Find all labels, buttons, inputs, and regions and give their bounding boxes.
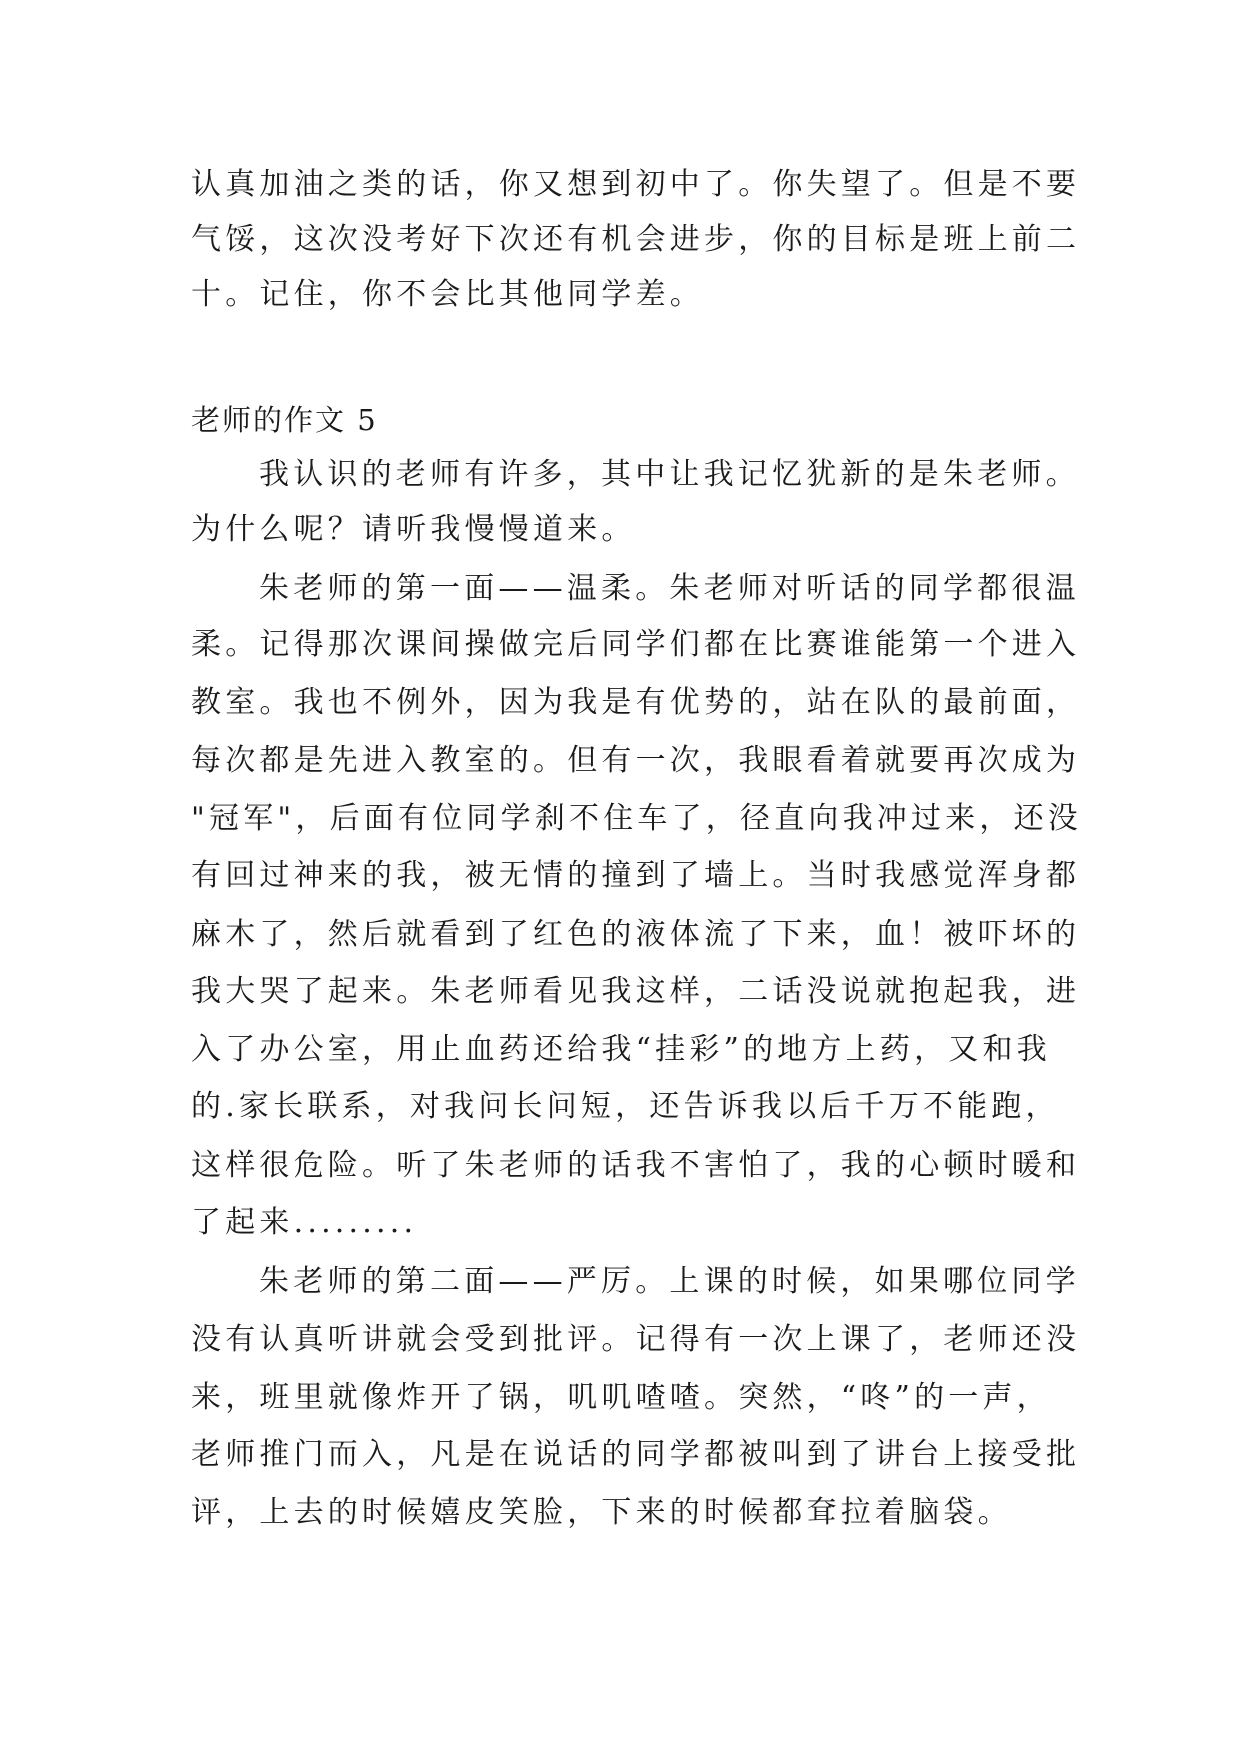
para2-line-7: 麻木了，然后就看到了红色的液体流了下来，血！被吓坏的 [191, 917, 1081, 952]
intro-line-1: 认真加油之类的话，你又想到初中了。你失望了。但是不要 [191, 167, 1081, 202]
para3-line-4: 老师推门而入，凡是在说话的同学都被叫到了讲台上接受批 [191, 1437, 1081, 1472]
para2-line-2: 柔。记得那次课间操做完后同学们都在比赛谁能第一个进入 [191, 627, 1081, 662]
para1-line-1: 我认识的老师有许多，其中让我记忆犹新的是朱老师。 [259, 457, 1080, 492]
para2-line-8: 我大哭了起来。朱老师看见我这样，二话没说就抱起我，进 [191, 974, 1081, 1009]
para2-line-6: 有回过神来的我，被无情的撞到了墙上。当时我感觉浑身都 [191, 858, 1081, 893]
para1-line-2: 为什么呢？请听我慢慢道来。 [191, 512, 636, 547]
intro-line-2: 气馁，这次没考好下次还有机会进步，你的目标是班上前二 [191, 222, 1081, 257]
para2-line-10: 的.家长联系，对我问长问短，还告诉我以后千万不能跑， [191, 1089, 1060, 1124]
intro-line-3: 十。记住，你不会比其他同学差。 [191, 277, 704, 312]
para2-line-3: 教室。我也不例外，因为我是有优势的，站在队的最前面， [191, 685, 1081, 720]
para3-line-1: 朱老师的第二面——严厉。上课的时候，如果哪位同学 [259, 1264, 1080, 1299]
para3-line-5: 评，上去的时候嬉皮笑脸，下来的时候都耷拉着脑袋。 [191, 1495, 1012, 1530]
para2-line-9: 入了办公室，用止血药还给我“挂彩”的地方上药，又和我 [191, 1032, 1051, 1067]
para2-line-4: 每次都是先进入教室的。但有一次，我眼看着就要再次成为 [191, 743, 1081, 778]
para3-line-2: 没有认真听讲就会受到批评。记得有一次上课了，老师还没 [191, 1322, 1081, 1357]
para2-line-1: 朱老师的第一面——温柔。朱老师对听话的同学都很温 [259, 571, 1080, 606]
para2-line-11: 这样很危险。听了朱老师的话我不害怕了，我的心顿时暖和 [191, 1148, 1081, 1183]
para2-line-12: 了起来......... [191, 1205, 418, 1240]
para2-line-5: "冠军"，后面有位同学刹不住车了，径直向我冲过来，还没 [191, 801, 1082, 836]
para3-line-3: 来，班里就像炸开了锅，叽叽喳喳。突然，“咚”的一声， [191, 1380, 1051, 1415]
essay-heading: 老师的作文 5 [191, 403, 378, 437]
